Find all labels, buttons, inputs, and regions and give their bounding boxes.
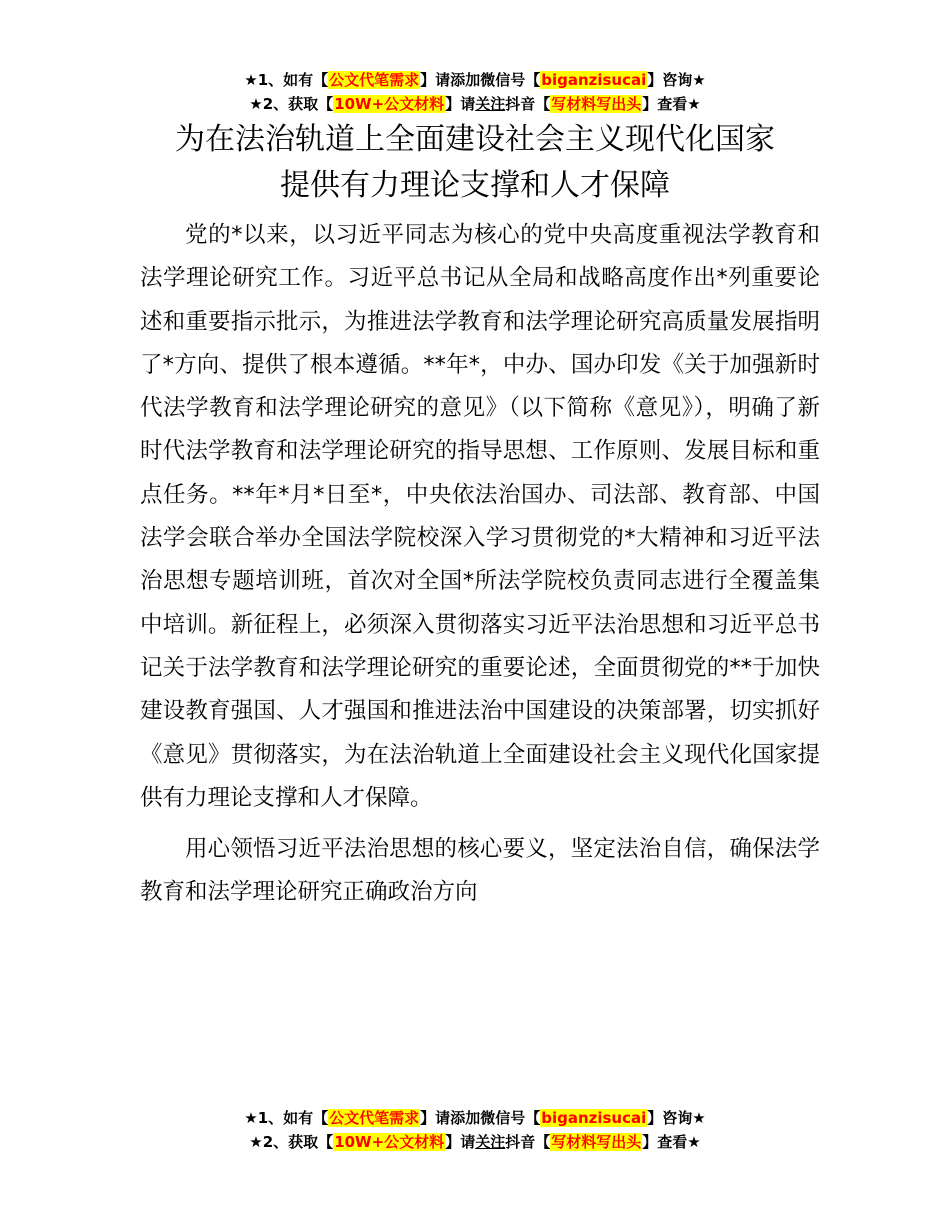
- promo-text: 微信号【: [480, 71, 541, 89]
- promo-text: 】查看★: [642, 95, 701, 113]
- promo-text: 微信号【: [480, 1109, 541, 1127]
- promo-highlight-materials: 10W+公文材料: [334, 1133, 445, 1151]
- promo-highlight-materials: 10W+公文材料: [334, 95, 445, 113]
- promo-highlight-wechat-id: biganzisucai: [541, 71, 647, 89]
- document-title: [0, 117, 950, 209]
- title-line-2: 提供有力理论支撑和人才保障: [280, 168, 670, 203]
- promo-highlight-wechat-id: biganzisucai: [541, 1109, 647, 1127]
- promo-text: ★2、获取【: [249, 1133, 334, 1151]
- promo-text: ★2、获取【: [249, 95, 334, 113]
- promo-text: 加: [465, 71, 481, 89]
- promo-line-1: [0, 68, 950, 92]
- promo-header: [0, 68, 950, 116]
- promo-text: 】请: [445, 95, 476, 113]
- promo-highlight-service: 公文代笔需求: [329, 71, 420, 89]
- promo-text: 】请添: [420, 71, 466, 89]
- promo-line-2: [0, 92, 950, 116]
- promo-highlight-service: 公文代笔需求: [329, 1109, 420, 1127]
- promo-line-1: [0, 1106, 950, 1130]
- promo-text: 关注: [475, 95, 506, 113]
- body-paragraph-2: 用心领悟习近平法治思想的核心要义，坚定法治自信，确保法学教育和法学理论研究正确政治方向: [140, 836, 820, 906]
- promo-text: 】请添: [420, 1109, 466, 1127]
- promo-line-2: [0, 1130, 950, 1154]
- promo-text: 】咨询★: [647, 71, 706, 89]
- promo-highlight-douyin: 写材料写出头: [551, 1133, 642, 1151]
- document-body: [140, 214, 820, 923]
- promo-text: 】咨询★: [647, 1109, 706, 1127]
- body-paragraph-1: 党的*以来，以习近平同志为核心的党中央高度重视法学教育和法学理论研究工作。习近平总书记从全局和战略高度作出*列重要论述和重要指示批示，为推进法学教育和法学理论研究高质量发展指明了*方向、提供了根本遵循。**年*，中办、国办印发《关于加强新时代法学教育和法学理论研究的意见》（以下简称《意见》），明确了新时代法学教育和法学理论研究的指导思想、工作原则、发展目标和重点任务。**年*月*日至*，中央依法治国办、司法部、教育部、中国法学会联合举办全国法学院校深入学习贯彻党的*大精神和习近平法治思想专题培训班，首次对全国*所法学院校负责同志进行全覆盖集中培训。新征程上，必须深入贯彻落实习近平法治思想和习近平总书记关于法学教育和法学理论研究的重要论述，全面贯彻党的**于加快建设教育强国、人才强国和推进法治中国建设的决策部署，切实抓好《意见》贯彻落实，为在法治轨道上全面建设社会主义现代化国家提供有力理论支撑和人才保障。: [140, 222, 820, 811]
- promo-text: 抖音【: [505, 1133, 551, 1151]
- promo-text: 】请: [445, 1133, 476, 1151]
- title-line-1: 为在法治轨道上全面建设社会主义现代化国家: [175, 122, 775, 157]
- promo-text: ★1、如有【: [244, 1109, 329, 1127]
- promo-text: 关注: [475, 1133, 506, 1151]
- promo-footer: [0, 1106, 950, 1154]
- promo-highlight-douyin: 写材料写出头: [551, 95, 642, 113]
- promo-text: 加: [465, 1109, 481, 1127]
- promo-text: 】查看★: [642, 1133, 701, 1151]
- promo-text: 抖音【: [505, 95, 551, 113]
- promo-text: ★1、如有【: [244, 71, 329, 89]
